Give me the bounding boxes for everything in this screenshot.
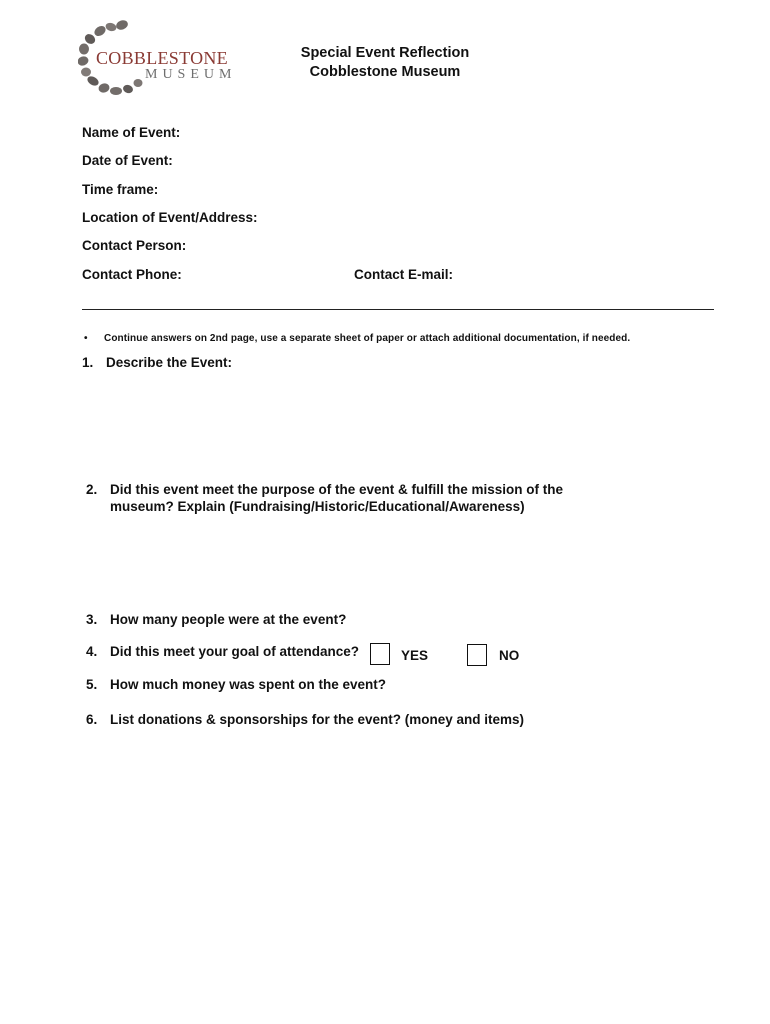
question-number: 6. [86, 712, 98, 727]
name-of-event-label: Name of Event: [82, 125, 181, 140]
question-2-continued: museum? Explain (Fundraising/Historic/Educational/Awareness) [110, 499, 525, 514]
question-3 [86, 611, 346, 628]
yes-checkbox[interactable] [370, 643, 390, 665]
question-2 [86, 481, 563, 498]
contact-email-label: Contact E-mail: [354, 267, 454, 282]
question-number: 4. [86, 644, 98, 659]
question-4 [86, 643, 359, 660]
museum-logo [78, 18, 248, 96]
question-5 [86, 676, 386, 693]
question-number: 2. [86, 482, 98, 497]
no-checkbox[interactable] [467, 644, 487, 666]
question-text: Did this event meet the purpose of the event & fulfill the mission of the [110, 482, 564, 497]
question-number: 3. [86, 612, 98, 627]
question-number: 1. [82, 355, 94, 370]
question-text: How many people were at the event? [110, 612, 347, 627]
document-subtitle: Cobblestone Museum [309, 64, 461, 80]
question-text: List donations & sponsorships for the event? (money and items) [110, 712, 525, 727]
question-text: Describe the Event: [106, 355, 233, 370]
instruction-note-text: Continue answers on 2nd page, use a separate sheet of paper or attach additional documentation, if needed. [104, 333, 631, 344]
document-title-block [270, 44, 500, 82]
question-1 [82, 354, 232, 371]
yes-label: YES [401, 648, 429, 663]
logo-wordmark-bottom: MUSEUM [145, 67, 237, 82]
contact-phone-label: Contact Phone: [82, 267, 182, 282]
instruction-note [84, 333, 630, 344]
question-6 [86, 711, 524, 728]
location-label: Location of Event/Address: [82, 210, 258, 225]
question-text: How much money was spent on the event? [110, 677, 387, 692]
time-frame-label: Time frame: [82, 182, 159, 197]
separator-line [82, 309, 714, 310]
question-text: Did this meet your goal of attendance? [110, 644, 360, 659]
bullet-icon: • [84, 333, 88, 344]
no-label: NO [499, 648, 520, 663]
question-number: 5. [86, 677, 98, 692]
date-of-event-label: Date of Event: [82, 153, 173, 168]
document-title: Special Event Reflection [300, 45, 470, 61]
contact-person-label: Contact Person: [82, 238, 187, 253]
logo-wordmark-top: COBBLESTONE [96, 48, 228, 68]
